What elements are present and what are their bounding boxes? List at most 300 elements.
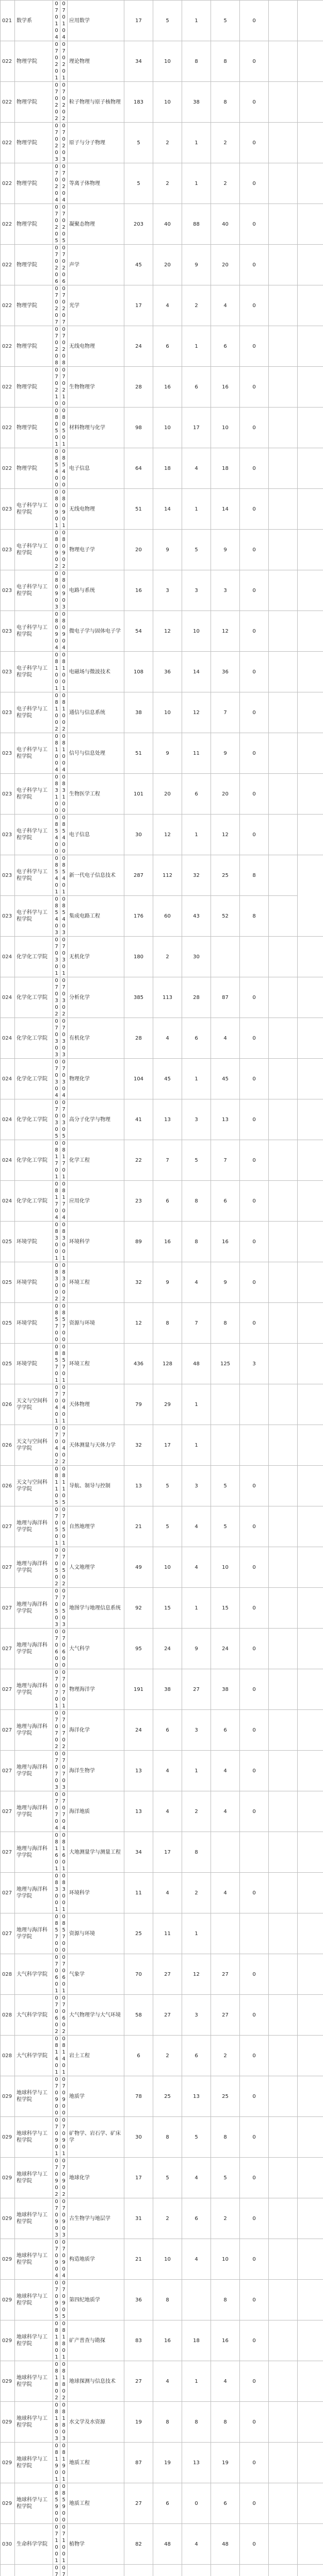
extra-cell: [269, 977, 298, 1018]
extra-cell-2: [298, 2565, 323, 2576]
major-name-cell: 光学: [68, 285, 124, 326]
major-code-cell: 070902: [53, 2158, 60, 2198]
dept-code-cell: 028: [1, 1995, 15, 2036]
table-row: [1, 82, 323, 123]
extra-cell: [269, 692, 298, 733]
extra-cell-2: [298, 123, 323, 163]
applicants-cell: 20: [124, 530, 153, 570]
other-cell: 0: [240, 1751, 269, 1791]
applicants-cell: 13: [124, 1751, 153, 1791]
major-name-cell: 导航、制导与控制: [68, 1466, 124, 1506]
extra-cell-2: [298, 2036, 323, 2076]
major-code-cell: 070901: [53, 2117, 60, 2158]
major-name-cell: 生物医学工程: [68, 774, 124, 815]
other-cell: 0: [240, 1995, 269, 2036]
table-row: [1, 245, 323, 285]
major-code-cell-2: 070205: [60, 204, 68, 245]
extra-cell-2: [298, 448, 323, 489]
unified-cell: 5: [211, 1, 240, 41]
major-name-cell: 声学: [68, 245, 124, 285]
unified-cell: 2: [211, 2198, 240, 2239]
other-cell: 0: [240, 326, 269, 367]
exempt-cell: 32: [182, 855, 211, 896]
major-name-cell: 等离子体物理: [68, 163, 124, 204]
admitted-cell: 6: [153, 2483, 182, 2524]
extra-cell: [269, 1710, 298, 1751]
major-code-cell-2: 070304: [60, 1059, 68, 1099]
dept-name-cell: 地球科学与工程学院: [15, 2280, 53, 2320]
admitted-cell: 9: [153, 733, 182, 774]
exempt-cell: 2: [182, 1873, 211, 1913]
dept-name-cell: 地球科学与工程学院: [15, 2443, 53, 2483]
dept-code-cell: 024: [1, 937, 15, 977]
exempt-cell: 1: [182, 163, 211, 204]
other-cell: 0: [240, 2361, 269, 2402]
unified-cell: 5: [211, 2158, 240, 2198]
extra-cell-2: [298, 692, 323, 733]
major-code-cell-2: 070702: [60, 1710, 68, 1751]
extra-cell-2: [298, 1995, 323, 2036]
major-code-cell-2: 085900: [60, 2483, 68, 2524]
major-name-cell: 环境科学: [68, 1222, 124, 1262]
major-code-cell: 070904: [53, 2239, 60, 2280]
extra-cell-2: [298, 1181, 323, 1222]
dept-code-cell: 027: [1, 1588, 15, 1629]
exempt-cell: 6: [182, 2198, 211, 2239]
other-cell: 0: [240, 1181, 269, 1222]
applicants-cell: 58: [124, 1995, 153, 2036]
admitted-cell: 27: [153, 1995, 182, 2036]
dept-code-cell: 029: [1, 2076, 15, 2117]
dept-name-cell: 地球科学与工程学院: [15, 2483, 53, 2524]
extra-cell-2: [298, 204, 323, 245]
applicants-cell: 287: [124, 855, 153, 896]
exempt-cell: 14: [182, 652, 211, 692]
extra-cell-2: [298, 733, 323, 774]
extra-cell-2: [298, 1954, 323, 1995]
table-row: [1, 448, 323, 489]
exempt-cell: [182, 2280, 211, 2320]
dept-code-cell: 022: [1, 408, 15, 448]
dept-name-cell: 物理学院: [15, 123, 53, 163]
dept-name-cell: 化学化工学院: [15, 977, 53, 1018]
other-cell: 0: [240, 530, 269, 570]
dept-name-cell: 化学化工学院: [15, 1181, 53, 1222]
table-row: [1, 204, 323, 245]
unified-cell: 8: [211, 82, 240, 123]
major-code-cell-2: 081704: [60, 1181, 68, 1222]
major-name-cell: 生物物理学: [68, 367, 124, 408]
exempt-cell: 1: [182, 123, 211, 163]
extra-cell: [269, 2320, 298, 2361]
unified-cell: 5: [211, 1466, 240, 1506]
major-name-cell: 环境科学: [68, 1873, 124, 1913]
major-code-cell-2: 080902: [60, 530, 68, 570]
dept-code-cell: 021: [1, 1, 15, 41]
dept-name-cell: 地球科学与工程学院: [15, 2320, 53, 2361]
extra-cell-2: [298, 1913, 323, 1954]
table-row: [1, 2239, 323, 2280]
admitted-cell: 10: [153, 408, 182, 448]
table-body: [1, 1, 323, 2576]
table-row: [1, 2524, 323, 2565]
admitted-cell: 9: [153, 530, 182, 570]
dept-name-cell: 电子科学与工程学院: [15, 692, 53, 733]
unified-cell: 6: [211, 1181, 240, 1222]
applicants-cell: 17: [124, 2158, 153, 2198]
dept-code-cell: 028: [1, 2036, 15, 2076]
unified-cell: 3: [211, 570, 240, 611]
dept-code-cell: 029: [1, 2483, 15, 2524]
extra-cell: [269, 2524, 298, 2565]
unified-cell: 19: [211, 2443, 240, 2483]
major-code-cell: 083002: [53, 1262, 60, 1303]
major-name-cell: 信号与信息处理: [68, 733, 124, 774]
admitted-cell: 27: [153, 1954, 182, 1995]
major-code-cell-2: 080903: [60, 570, 68, 611]
major-name-cell: 无机化学: [68, 937, 124, 977]
admitted-cell: 7: [153, 1140, 182, 1181]
exempt-cell: 5: [182, 2117, 211, 2158]
admitted-cell: 6: [153, 1181, 182, 1222]
dept-code-cell: 024: [1, 1059, 15, 1099]
exempt-cell: 1: [182, 1751, 211, 1791]
extra-cell: [269, 245, 298, 285]
extra-cell: [269, 855, 298, 896]
major-code-cell: 081803: [53, 2402, 60, 2443]
extra-cell-2: [298, 1832, 323, 1873]
major-code-cell-2: 070904: [60, 2239, 68, 2280]
exempt-cell: 88: [182, 204, 211, 245]
admitted-cell: 48: [153, 2524, 182, 2565]
applicants-cell: 78: [124, 2076, 153, 2117]
other-cell: 0: [240, 1629, 269, 1669]
exempt-cell: 3: [182, 1466, 211, 1506]
other-cell: 0: [240, 1506, 269, 1547]
exempt-cell: 9: [182, 1629, 211, 1669]
other-cell: 0: [240, 448, 269, 489]
dept-name-cell: 大气科学学院: [15, 1954, 53, 1995]
major-name-cell: 天体测量与天体力学: [68, 1425, 124, 1466]
unified-cell: 27: [211, 1995, 240, 2036]
extra-cell: [269, 2198, 298, 2239]
table-row: [1, 1629, 323, 1669]
dept-code-cell: 023: [1, 530, 15, 570]
extra-cell-2: [298, 815, 323, 855]
applicants-cell: 101: [124, 774, 153, 815]
extra-cell: [269, 1547, 298, 1588]
dept-name-cell: 化学化工学院: [15, 1059, 53, 1099]
exempt-cell: 11: [182, 733, 211, 774]
dept-name-cell: 大气科学学院: [15, 1995, 53, 2036]
other-cell: 0: [240, 2036, 269, 2076]
dept-name-cell: [15, 2565, 53, 2576]
applicants-cell: 54: [124, 611, 153, 652]
major-code-cell: 070702: [53, 1710, 60, 1751]
major-code-cell: 070301: [53, 937, 60, 977]
dept-code-cell: 025: [1, 1303, 15, 1344]
major-code-cell-2: 083001: [60, 1222, 68, 1262]
dept-name-cell: 电子科学与工程学院: [15, 815, 53, 855]
major-code-cell: 071001: [53, 2524, 60, 2565]
extra-cell-2: [298, 1873, 323, 1913]
major-code-cell-2: 070210: [60, 367, 68, 408]
major-code-cell: 080501: [53, 408, 60, 448]
dept-name-cell: 物理学院: [15, 204, 53, 245]
major-code-cell: 070502: [53, 1547, 60, 1588]
applicants-cell: 34: [124, 1832, 153, 1873]
dept-code-cell: 024: [1, 1181, 15, 1222]
major-code-cell-2: 071001: [60, 2524, 68, 2565]
dept-code-cell: 027: [1, 1506, 15, 1547]
major-code-cell-2: 07: [60, 2565, 68, 2576]
unified-cell: [211, 1384, 240, 1425]
extra-cell-2: [298, 1, 323, 41]
exempt-cell: 1: [182, 326, 211, 367]
table-row: [1, 815, 323, 855]
major-code-cell-2: 070900: [60, 2076, 68, 2117]
other-cell: 0: [240, 285, 269, 326]
applicants-cell: 51: [124, 733, 153, 774]
major-code-cell-2: 081802: [60, 2361, 68, 2402]
dept-code-cell: 023: [1, 855, 15, 896]
major-name-cell: 海洋化学: [68, 1710, 124, 1751]
major-name-cell: 凝聚态物理: [68, 204, 124, 245]
other-cell: 0: [240, 123, 269, 163]
unified-cell: 9: [211, 530, 240, 570]
unified-cell: 40: [211, 204, 240, 245]
major-code-cell: 070304: [53, 1059, 60, 1099]
dept-code-cell: 026: [1, 1425, 15, 1466]
applicants-cell: 34: [124, 41, 153, 82]
dept-code-cell: 022: [1, 245, 15, 285]
table-row: [1, 2076, 323, 2117]
major-code-cell: 081401: [53, 2036, 60, 2076]
major-name-cell: 化学工程: [68, 1140, 124, 1181]
extra-cell-2: [298, 2117, 323, 2158]
major-name-cell: 材料物理与化学: [68, 408, 124, 448]
extra-cell-2: [298, 611, 323, 652]
dept-code-cell: 023: [1, 692, 15, 733]
dept-code-cell: 024: [1, 1099, 15, 1140]
major-code-cell: 085701: [53, 1344, 60, 1384]
exempt-cell: 3: [182, 1099, 211, 1140]
table-row: [1, 977, 323, 1018]
extra-cell-2: [298, 2320, 323, 2361]
exempt-cell: 8: [182, 41, 211, 82]
extra-cell-2: [298, 1506, 323, 1547]
dept-name-cell: 地理与海洋科学学院: [15, 1547, 53, 1588]
dept-name-cell: 天文与空间科学学院: [15, 1384, 53, 1425]
major-name-cell: 大地测量学与测量工程: [68, 1832, 124, 1873]
admitted-cell: 8: [153, 1303, 182, 1344]
major-code-cell: 070202: [53, 82, 60, 123]
extra-cell: [269, 1629, 298, 1669]
applicants-cell: 13: [124, 1791, 153, 1832]
unified-cell: 2: [211, 2036, 240, 2076]
applicants-cell: 92: [124, 1588, 153, 1629]
major-code-cell-2: 070207: [60, 285, 68, 326]
admitted-cell: 113: [153, 977, 182, 1018]
applicants-cell: 12: [124, 1303, 153, 1344]
extra-cell: [269, 489, 298, 530]
applicants-cell: 25: [124, 1913, 153, 1954]
table-row: [1, 2036, 323, 2076]
extra-cell-2: [298, 367, 323, 408]
admitted-cell: 4: [153, 1873, 182, 1913]
exempt-cell: [182, 2565, 211, 2576]
applicants-cell: 385: [124, 977, 153, 1018]
extra-cell-2: [298, 1303, 323, 1344]
major-name-cell: 环境工程: [68, 1262, 124, 1303]
unified-cell: 6: [211, 2483, 240, 2524]
other-cell: 0: [240, 1954, 269, 1995]
unified-cell: 27: [211, 1954, 240, 1995]
major-code-cell: 070207: [53, 285, 60, 326]
major-name-cell: 古生物学与地层学: [68, 2198, 124, 2239]
unified-cell: 2: [211, 123, 240, 163]
extra-cell: [269, 1140, 298, 1181]
admitted-cell: 45: [153, 1059, 182, 1099]
applicants-cell: 19: [124, 2402, 153, 2443]
extra-cell: [269, 1181, 298, 1222]
dept-name-cell: 地球科学与工程学院: [15, 2198, 53, 2239]
major-code-cell: 085400: [53, 815, 60, 855]
applicants-cell: 49: [124, 1547, 153, 1588]
extra-cell-2: [298, 1791, 323, 1832]
applicants-cell: 27: [124, 2361, 153, 2402]
extra-cell-2: [298, 1140, 323, 1181]
exempt-cell: 12: [182, 692, 211, 733]
table-row: [1, 1954, 323, 1995]
admitted-cell: 12: [153, 611, 182, 652]
extra-cell: [269, 652, 298, 692]
unified-cell: [211, 2565, 240, 2576]
applicants-cell: 30: [124, 2117, 153, 2158]
extra-cell-2: [298, 1547, 323, 1588]
dept-code-cell: 023: [1, 896, 15, 937]
major-code-cell: 081802: [53, 2361, 60, 2402]
major-code-cell: 081004: [53, 733, 60, 774]
extra-cell: [269, 1466, 298, 1506]
table-row: [1, 1262, 323, 1303]
extra-cell-2: [298, 1384, 323, 1425]
dept-name-cell: 物理学院: [15, 367, 53, 408]
applicants-cell: 31: [124, 2198, 153, 2239]
unified-cell: [211, 937, 240, 977]
major-code-cell: 081105: [53, 1466, 60, 1506]
applicants-cell: 70: [124, 1954, 153, 1995]
other-cell: 0: [240, 1873, 269, 1913]
dept-code-cell: 023: [1, 774, 15, 815]
dept-name-cell: 地球科学与工程学院: [15, 2361, 53, 2402]
dept-code-cell: 029: [1, 2239, 15, 2280]
table-row: [1, 2443, 323, 2483]
extra-cell: [269, 2280, 298, 2320]
major-name-cell: 通信与信息系统: [68, 692, 124, 733]
unified-cell: 8: [211, 2117, 240, 2158]
dept-code-cell: 027: [1, 1547, 15, 1588]
unified-cell: 4: [211, 285, 240, 326]
other-cell: 0: [240, 2117, 269, 2158]
dept-name-cell: 电子科学与工程学院: [15, 611, 53, 652]
table-row: [1, 2320, 323, 2361]
exempt-cell: 3: [182, 1995, 211, 2036]
major-code-cell-2: 070602: [60, 1995, 68, 2036]
major-code-cell-2: 070903: [60, 2198, 68, 2239]
dept-code-cell: 028: [1, 1954, 15, 1995]
major-name-cell: 电子信息: [68, 448, 124, 489]
exempt-cell: 5: [182, 530, 211, 570]
applicants-cell: 11: [124, 1873, 153, 1913]
major-name-cell: 分析化学: [68, 977, 124, 1018]
exempt-cell: 1: [182, 1588, 211, 1629]
applicants-cell: 89: [124, 1222, 153, 1262]
extra-cell-2: [298, 1018, 323, 1059]
table-row: [1, 1222, 323, 1262]
other-cell: 0: [240, 1059, 269, 1099]
applicants-cell: 64: [124, 448, 153, 489]
applicants-cell: 21: [124, 2239, 153, 2280]
extra-cell-2: [298, 2483, 323, 2524]
dept-name-cell: 物理学院: [15, 285, 53, 326]
major-code-cell: 080901: [53, 489, 60, 530]
other-cell: 0: [240, 1140, 269, 1181]
other-cell: 0: [240, 611, 269, 652]
dept-code-cell: 025: [1, 1222, 15, 1262]
extra-cell-2: [298, 1751, 323, 1791]
dept-name-cell: 电子科学与工程学院: [15, 489, 53, 530]
applicants-cell: 22: [124, 1140, 153, 1181]
table-row: [1, 652, 323, 692]
major-name-cell: 地图学与地理信息系统: [68, 1588, 124, 1629]
dept-code-cell: 029: [1, 2158, 15, 2198]
dept-name-cell: 电子科学与工程学院: [15, 733, 53, 774]
major-code-cell: 085900: [53, 2483, 60, 2524]
major-name-cell: 天体物理: [68, 1384, 124, 1425]
dept-code-cell: 029: [1, 2320, 15, 2361]
major-name-cell: 电路与系统: [68, 570, 124, 611]
extra-cell: [269, 2158, 298, 2198]
dept-name-cell: 地球科学与工程学院: [15, 2239, 53, 2280]
table-row: [1, 1018, 323, 1059]
admitted-cell: 11: [153, 1913, 182, 1954]
dept-code-cell: 026: [1, 1384, 15, 1425]
major-name-cell: 植物学: [68, 2524, 124, 2565]
dept-code-cell: 025: [1, 1344, 15, 1384]
extra-cell: [269, 1506, 298, 1547]
major-code-cell-2: 070204: [60, 163, 68, 204]
extra-cell-2: [298, 1059, 323, 1099]
other-cell: 0: [240, 815, 269, 855]
extra-cell-2: [298, 774, 323, 815]
unified-cell: 9: [211, 733, 240, 774]
exempt-cell: 4: [182, 1506, 211, 1547]
admitted-cell: 12: [153, 815, 182, 855]
applicants-cell: 51: [124, 489, 153, 530]
major-name-cell: 地球探测与信息技术: [68, 2361, 124, 2402]
major-code-cell: 070401: [53, 1384, 60, 1425]
major-code-cell: 070903: [53, 2198, 60, 2239]
extra-cell-2: [298, 1466, 323, 1506]
unified-cell: 8: [211, 1303, 240, 1344]
major-code-cell-2: 083001: [60, 1873, 68, 1913]
extra-cell: [269, 2239, 298, 2280]
dept-code-cell: 024: [1, 1018, 15, 1059]
extra-cell-2: [298, 530, 323, 570]
other-cell: [240, 937, 269, 977]
admitted-cell: 3: [153, 570, 182, 611]
